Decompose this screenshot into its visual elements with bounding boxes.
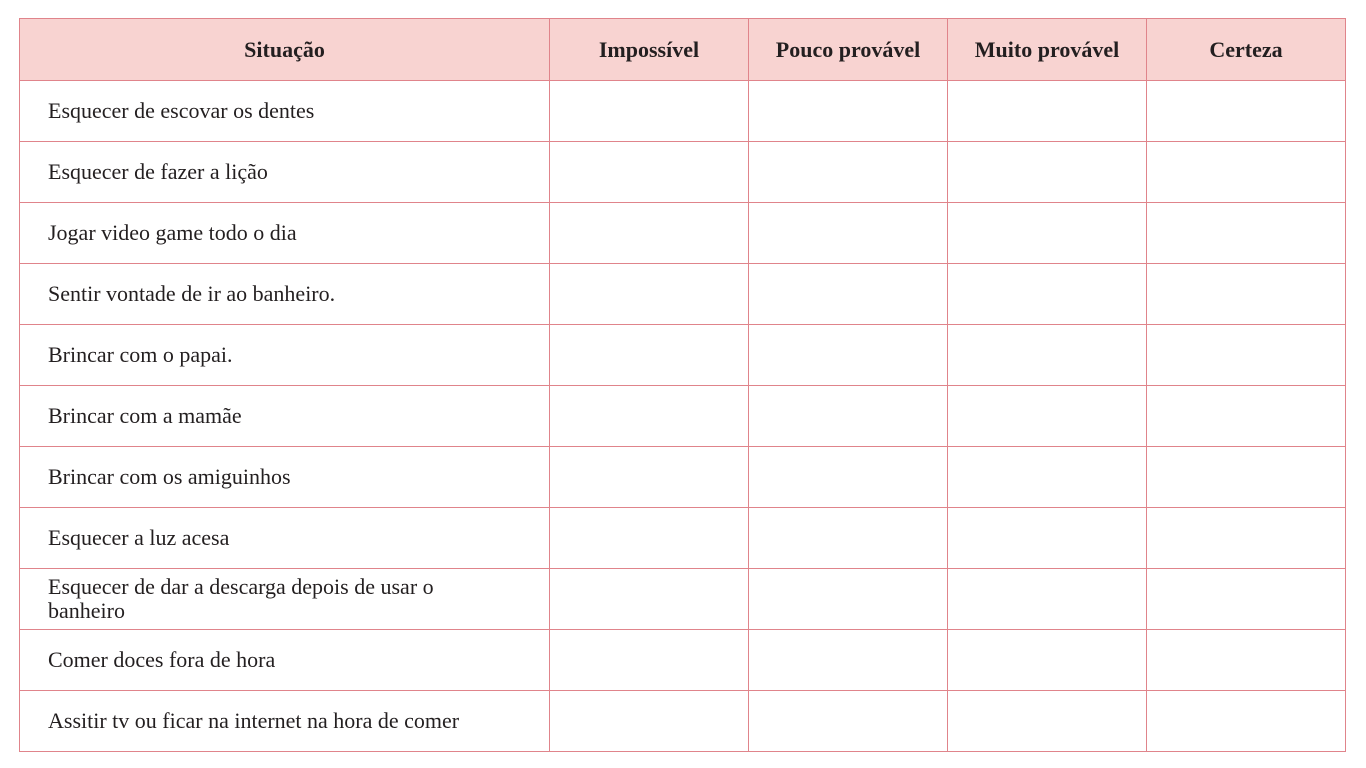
impossivel-answer-cell[interactable] (550, 81, 749, 142)
impossivel-answer-cell[interactable] (550, 386, 749, 447)
header-row (20, 19, 1346, 81)
table-row (20, 142, 1346, 203)
header-situacao: Situação (20, 19, 550, 81)
impossivel-answer-cell[interactable] (550, 447, 749, 508)
impossivel-answer-cell[interactable] (550, 142, 749, 203)
pouco-provavel-answer-cell[interactable] (749, 325, 948, 386)
situation-cell: Comer doces fora de hora (20, 630, 550, 691)
probability-table (19, 18, 1346, 752)
impossivel-answer-cell[interactable] (550, 203, 749, 264)
pouco-provavel-answer-cell[interactable] (749, 203, 948, 264)
table-row (20, 325, 1346, 386)
table-row (20, 447, 1346, 508)
table-row (20, 264, 1346, 325)
table-row (20, 691, 1346, 752)
situation-cell: Brincar com a mamãe (20, 386, 550, 447)
certeza-answer-cell[interactable] (1147, 386, 1346, 447)
muito-provavel-answer-cell[interactable] (948, 508, 1147, 569)
situation-cell: Assitir tv ou ficar na internet na hora de comer (20, 691, 550, 752)
table-row (20, 569, 1346, 630)
header-certeza: Certeza (1147, 19, 1346, 81)
situation-cell: Esquecer de dar a descarga depois de usar o banheiro (20, 569, 550, 630)
muito-provavel-answer-cell[interactable] (948, 386, 1147, 447)
situation-cell: Brincar com os amiguinhos (20, 447, 550, 508)
muito-provavel-answer-cell[interactable] (948, 203, 1147, 264)
table-row (20, 203, 1346, 264)
impossivel-answer-cell[interactable] (550, 569, 749, 630)
muito-provavel-answer-cell[interactable] (948, 447, 1147, 508)
situation-cell: Esquecer de escovar os dentes (20, 81, 550, 142)
header-pouco-provavel: Pouco provável (749, 19, 948, 81)
pouco-provavel-answer-cell[interactable] (749, 386, 948, 447)
impossivel-answer-cell[interactable] (550, 508, 749, 569)
muito-provavel-answer-cell[interactable] (948, 325, 1147, 386)
muito-provavel-answer-cell[interactable] (948, 81, 1147, 142)
certeza-answer-cell[interactable] (1147, 447, 1346, 508)
certeza-answer-cell[interactable] (1147, 508, 1346, 569)
situation-cell: Esquecer de fazer a lição (20, 142, 550, 203)
muito-provavel-answer-cell[interactable] (948, 569, 1147, 630)
pouco-provavel-answer-cell[interactable] (749, 691, 948, 752)
pouco-provavel-answer-cell[interactable] (749, 81, 948, 142)
table-row (20, 630, 1346, 691)
header-muito-provavel: Muito provável (948, 19, 1147, 81)
impossivel-answer-cell[interactable] (550, 630, 749, 691)
pouco-provavel-answer-cell[interactable] (749, 630, 948, 691)
pouco-provavel-answer-cell[interactable] (749, 142, 948, 203)
pouco-provavel-answer-cell[interactable] (749, 508, 948, 569)
pouco-provavel-answer-cell[interactable] (749, 264, 948, 325)
situation-cell: Sentir vontade de ir ao banheiro. (20, 264, 550, 325)
certeza-answer-cell[interactable] (1147, 81, 1346, 142)
certeza-answer-cell[interactable] (1147, 630, 1346, 691)
certeza-answer-cell[interactable] (1147, 142, 1346, 203)
table-row (20, 81, 1346, 142)
certeza-answer-cell[interactable] (1147, 264, 1346, 325)
table-row (20, 508, 1346, 569)
certeza-answer-cell[interactable] (1147, 691, 1346, 752)
certeza-answer-cell[interactable] (1147, 325, 1346, 386)
muito-provavel-answer-cell[interactable] (948, 142, 1147, 203)
pouco-provavel-answer-cell[interactable] (749, 447, 948, 508)
muito-provavel-answer-cell[interactable] (948, 691, 1147, 752)
impossivel-answer-cell[interactable] (550, 691, 749, 752)
impossivel-answer-cell[interactable] (550, 264, 749, 325)
situation-cell: Jogar video game todo o dia (20, 203, 550, 264)
header-impossivel: Impossível (550, 19, 749, 81)
pouco-provavel-answer-cell[interactable] (749, 569, 948, 630)
situation-cell: Brincar com o papai. (20, 325, 550, 386)
table-row (20, 386, 1346, 447)
impossivel-answer-cell[interactable] (550, 325, 749, 386)
certeza-answer-cell[interactable] (1147, 569, 1346, 630)
muito-provavel-answer-cell[interactable] (948, 630, 1147, 691)
certeza-answer-cell[interactable] (1147, 203, 1346, 264)
muito-provavel-answer-cell[interactable] (948, 264, 1147, 325)
situation-cell: Esquecer a luz acesa (20, 508, 550, 569)
